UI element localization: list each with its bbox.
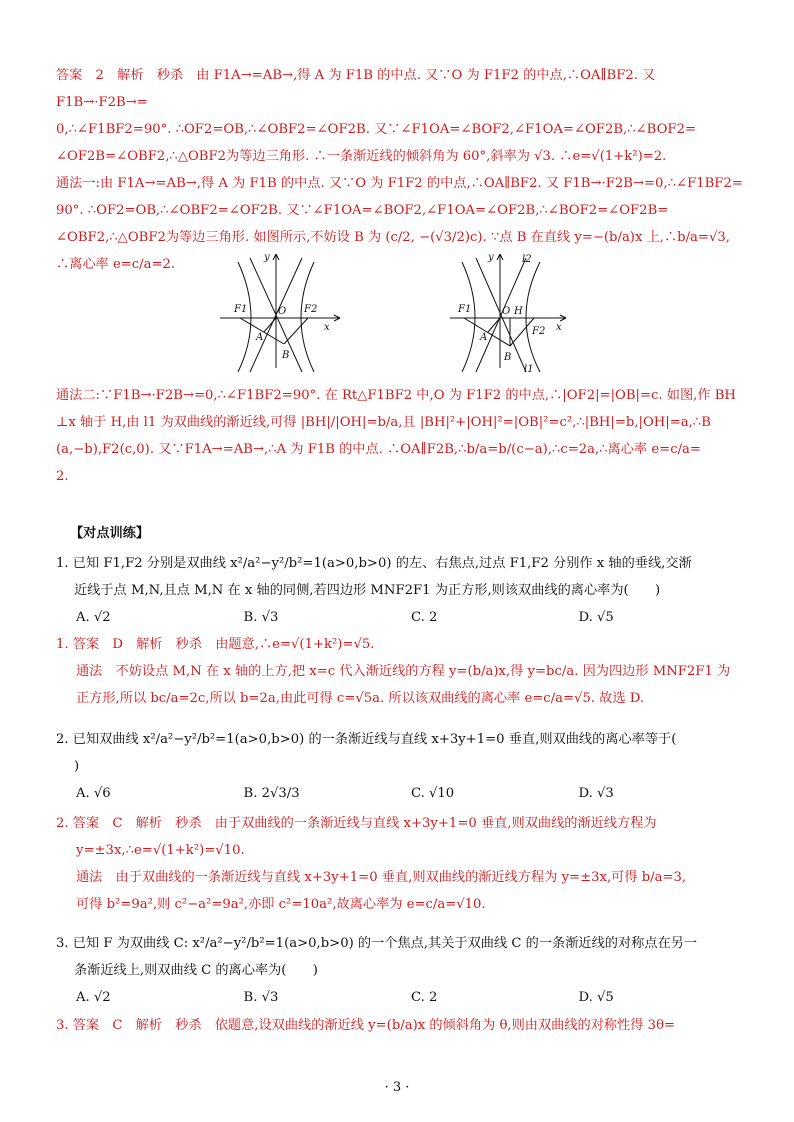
option-d[interactable]: D. √3 bbox=[578, 786, 614, 801]
question-stem: 条渐近线上,则双曲线 C 的离心率为( ) bbox=[74, 963, 318, 978]
label-f2: F2 bbox=[304, 304, 318, 315]
label-a: A bbox=[480, 332, 488, 343]
method1-line: ∴离心率 e=c/a=2. bbox=[56, 257, 176, 272]
hyperbola-figures bbox=[220, 248, 580, 376]
line-oa bbox=[264, 318, 276, 332]
method2-line: ⊥x 轴于 H,由 l1 为双曲线的渐近线,可得 |BH|/|OH|=b/a,且 |BH|²+|OH|²=|OB|²=c²,∴|BH|=b,|OH|=a,∴B bbox=[56, 415, 711, 430]
answer-line: 2. 答案 C 解析 秒杀 由于双曲线的一条渐近线与直线 x+3y+1=0 垂直,则双曲线的渐近线方程为 bbox=[56, 816, 657, 831]
options-row bbox=[76, 604, 746, 631]
label-b: B bbox=[504, 352, 512, 363]
label-l1: l1 bbox=[524, 364, 534, 375]
question-stem: 3. 已知 F 为双曲线 C: x²/a²−y²/b²=1(a>0,b>0) 的一个焦点,其关于双曲线 C 的一条渐近线的对称点在另一 bbox=[56, 936, 698, 951]
option-a[interactable]: A. √2 bbox=[76, 990, 111, 1005]
label-y: y bbox=[264, 252, 270, 263]
answer-line: 通法 由于双曲线的一条渐近线与直线 x+3y+1=0 垂直,则双曲线的渐近线方程为 y=±3x,可得 b/a=3, bbox=[76, 870, 687, 885]
answer-line: y=±3x,∴e=√(1+k²)=√10. bbox=[76, 843, 245, 858]
answer-line: 0,∴∠F1BF2=90°. ∴OF2=OB,∴∠OBF2=∠OF2B. 又∵∠F1OA=∠BOF2,∠F1OA=∠OF2B,∴∠BOF2= bbox=[56, 122, 697, 137]
label-f2: F2 bbox=[532, 326, 546, 337]
label-f1: F1 bbox=[458, 304, 472, 315]
method2-line: 通法二:∵F1B→·F2B→=0,∴∠F1BF2=90°. 在 Rt△F1BF2 中,O 为 F1F2 的中点,∴|OF2|=|OB|=c. 如图,作 BH bbox=[56, 388, 736, 403]
answer-block bbox=[56, 62, 746, 278]
option-a[interactable]: A. √2 bbox=[76, 610, 111, 625]
question-stem: 近线于点 M,N,且点 M,N 在 x 轴的同侧,若四边形 MNF2F1 为正方形,则该双曲线的离心率为( ) bbox=[74, 583, 661, 598]
hyperbola-branch-left bbox=[462, 262, 475, 372]
method2-block bbox=[56, 382, 746, 490]
label-x: x bbox=[324, 322, 330, 333]
option-d[interactable]: D. √5 bbox=[578, 990, 614, 1005]
answer-line: 1. 答案 D 解析 秒杀 由题意,∴e=√(1+k²)=√5. bbox=[56, 637, 375, 652]
option-b[interactable]: B. 2√3/3 bbox=[243, 786, 300, 801]
option-b[interactable]: B. √3 bbox=[243, 990, 279, 1005]
section-title: 【对点训练】 bbox=[70, 526, 150, 541]
label-y: y bbox=[488, 252, 494, 263]
label-x: x bbox=[556, 322, 562, 333]
answer-1 bbox=[56, 631, 746, 712]
label-a: A bbox=[256, 332, 264, 343]
question-3 bbox=[56, 930, 746, 1011]
method1-line: ∠OBF2,∴△OBF2为等边三角形. 如图所示,不妨设 B 为 (c/2, −(√3/2)c). ∵点 B 在直线 y=−(b/a)x 上,∴b/a=√3, bbox=[56, 230, 730, 245]
answer-line: 3. 答案 C 解析 秒杀 依题意,设双曲线的渐近线 y=(b/a)x 的倾斜角为 θ,则由双曲线的对称性得 3θ= bbox=[56, 1018, 676, 1033]
method1-line: 90°. ∴OF2=OB,∴∠OBF2=∠OF2B. 又∵∠F1OA=∠BOF2,∠F1OA=∠OF2B,∴∠BOF2=∠OF2B= bbox=[56, 203, 669, 218]
label-h: H bbox=[514, 306, 523, 317]
label-f1: F1 bbox=[234, 304, 248, 315]
method2-line: 2. bbox=[56, 469, 69, 484]
label-o: O bbox=[278, 306, 287, 317]
option-a[interactable]: A. √6 bbox=[76, 786, 111, 801]
answer-line: 正方形,所以 bc/a=2c,所以 b=2a,由此可得 c=√5a. 所以该双曲线的离心率 e=c/a=√5. 故选 D. bbox=[76, 691, 645, 706]
option-c[interactable]: C. √10 bbox=[411, 786, 455, 801]
method1-line: 通法一:由 F1A→=AB→,得 A 为 F1B 的中点. 又∵O 为 F1F2 的中点,∴OA∥BF2. 又 F1B→·F2B→=0,∴∠F1BF2= bbox=[56, 176, 743, 191]
line-f2b bbox=[284, 318, 308, 344]
question-2 bbox=[56, 726, 746, 807]
options-row bbox=[76, 780, 746, 807]
answer-line: ∠OF2B=∠OBF2,∴△OBF2为等边三角形. ∴一条渐近线的倾斜角为 60°,斜率为 √3. ∴e=√(1+k²)=2. bbox=[56, 149, 667, 164]
answer-2 bbox=[56, 810, 746, 918]
label-b: B bbox=[282, 350, 290, 361]
option-d[interactable]: D. √5 bbox=[578, 610, 614, 625]
question-stem: ) bbox=[74, 759, 80, 774]
answer-3 bbox=[56, 1012, 746, 1039]
hyperbola-branch-right bbox=[526, 262, 540, 372]
question-stem: 2. 已知双曲线 x²/a²−y²/b²=1(a>0,b>0) 的一条渐近线与直线 x+3y+1=0 垂直,则双曲线的离心率等于( bbox=[56, 732, 677, 747]
question-stem: 1. 已知 F1,F2 分别是双曲线 x²/a²−y²/b²=1(a>0,b>0) 的左、右焦点,过点 F1,F2 分别作 x 轴的垂线,交渐 bbox=[56, 556, 692, 571]
option-c[interactable]: C. 2 bbox=[411, 990, 438, 1005]
answer-line: 通法 不妨设点 M,N 在 x 轴的上方,把 x=c 代入渐近线的方程 y=(b/a)x,得 y=bc/a. 因为四边形 MNF2F1 为 bbox=[76, 664, 731, 679]
method2-line: (a,−b),F2(c,0). 又∵F1A→=AB→,∴A 为 F1B 的中点. ∴OA∥F2B,∴b/a=b/(c−a),∴c=2a,∴离心率 e=c/a= bbox=[56, 442, 701, 457]
label-l2: l2 bbox=[522, 254, 532, 265]
options-row bbox=[76, 984, 746, 1011]
option-b[interactable]: B. √3 bbox=[243, 610, 279, 625]
label-o: O bbox=[502, 306, 511, 317]
question-1 bbox=[56, 550, 746, 631]
hyperbola-branch-left bbox=[238, 262, 251, 372]
option-c[interactable]: C. 2 bbox=[411, 610, 438, 625]
answer-line: 答案 2 解析 秒杀 由 F1A→=AB→,得 A 为 F1B 的中点. 又∵O 为 F1F2 的中点,∴OA∥BF2. 又 F1B→·F2B→= bbox=[56, 68, 656, 110]
hyperbola-branch-right bbox=[301, 262, 314, 372]
page-number: · 3 · bbox=[384, 1080, 410, 1095]
line-f2b bbox=[510, 318, 534, 346]
answer-line: 可得 b²=9a²,则 c²−a²=9a²,亦即 c²=10a²,故离心率为 e=c/a=√10. bbox=[76, 897, 486, 912]
